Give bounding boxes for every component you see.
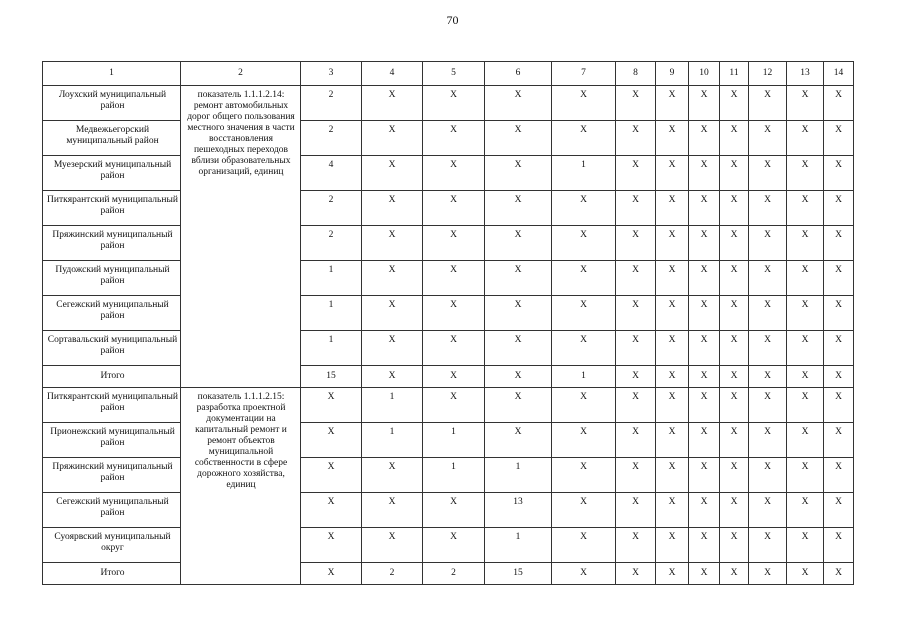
value-cell: Х <box>749 226 787 261</box>
value-cell: 4 <box>301 156 362 191</box>
value-cell: Х <box>552 121 616 156</box>
indicator-description: показатель 1.1.1.2.15: разработка проектной документации на капитальный ремонт и ремонт объектов муниципальной собственности в сфере дорожного хозяйства, единиц <box>181 388 301 585</box>
value-cell: 1 <box>362 423 423 458</box>
value-cell: Х <box>552 86 616 121</box>
value-cell: Х <box>423 86 485 121</box>
value-cell: Х <box>787 388 824 423</box>
value-cell: 2 <box>301 226 362 261</box>
total-value-cell: Х <box>656 366 689 388</box>
value-cell: Х <box>787 261 824 296</box>
value-cell: Х <box>720 528 749 563</box>
value-cell: Х <box>485 86 552 121</box>
value-cell: Х <box>616 388 656 423</box>
value-cell: Х <box>616 528 656 563</box>
value-cell: Х <box>485 296 552 331</box>
value-cell: Х <box>362 156 423 191</box>
column-header: 2 <box>181 62 301 86</box>
header-row <box>43 62 854 86</box>
column-header: 12 <box>749 62 787 86</box>
value-cell: Х <box>720 458 749 493</box>
value-cell: Х <box>689 528 720 563</box>
value-cell: Х <box>824 423 854 458</box>
value-cell: Х <box>616 458 656 493</box>
column-header: 5 <box>423 62 485 86</box>
value-cell: Х <box>362 86 423 121</box>
value-cell: Х <box>423 226 485 261</box>
value-cell: Х <box>749 388 787 423</box>
table-row <box>43 528 854 563</box>
value-cell: Х <box>552 493 616 528</box>
value-cell: 1 <box>301 296 362 331</box>
value-cell: Х <box>362 191 423 226</box>
value-cell: Х <box>824 226 854 261</box>
value-cell: Х <box>689 156 720 191</box>
column-header: 4 <box>362 62 423 86</box>
value-cell: Х <box>552 423 616 458</box>
value-cell: Х <box>362 296 423 331</box>
value-cell: Х <box>689 226 720 261</box>
value-cell: Х <box>616 423 656 458</box>
value-cell: Х <box>689 296 720 331</box>
value-cell: Х <box>720 423 749 458</box>
total-value-cell: Х <box>656 563 689 585</box>
value-cell: Х <box>720 226 749 261</box>
value-cell: Х <box>656 458 689 493</box>
value-cell: Х <box>656 331 689 366</box>
total-value-cell: Х <box>616 366 656 388</box>
value-cell: Х <box>787 423 824 458</box>
total-value-cell: Х <box>787 563 824 585</box>
value-cell: Х <box>689 388 720 423</box>
municipality-name: Сегежский муниципальный район <box>43 493 181 528</box>
value-cell: Х <box>720 388 749 423</box>
value-cell: Х <box>749 156 787 191</box>
column-header: 11 <box>720 62 749 86</box>
value-cell: Х <box>720 296 749 331</box>
municipality-name: Лоухский муниципальный район <box>43 86 181 121</box>
value-cell: Х <box>485 388 552 423</box>
value-cell: Х <box>824 191 854 226</box>
table-row <box>43 86 854 121</box>
total-value-cell: 15 <box>301 366 362 388</box>
value-cell: Х <box>656 296 689 331</box>
value-cell: Х <box>656 493 689 528</box>
total-value-cell: Х <box>749 366 787 388</box>
value-cell: Х <box>362 331 423 366</box>
value-cell: Х <box>720 331 749 366</box>
value-cell: Х <box>552 296 616 331</box>
column-header: 1 <box>43 62 181 86</box>
column-header: 6 <box>485 62 552 86</box>
value-cell: Х <box>616 226 656 261</box>
value-cell: Х <box>689 121 720 156</box>
municipality-name: Питкярантский муниципальный район <box>43 191 181 226</box>
value-cell: Х <box>616 191 656 226</box>
value-cell: Х <box>720 86 749 121</box>
total-value-cell: 15 <box>485 563 552 585</box>
table-row <box>43 156 854 191</box>
total-value-cell: Х <box>824 366 854 388</box>
value-cell: Х <box>787 528 824 563</box>
value-cell: Х <box>824 156 854 191</box>
value-cell: 1 <box>423 458 485 493</box>
indicator-description: показатель 1.1.1.2.14: ремонт автомобильных дорог общего пользования местного значения в части восстановления пешеходных переходов вблизи образовательных организаций, единиц <box>181 86 301 388</box>
value-cell: Х <box>552 261 616 296</box>
municipality-name: Питкярантский муниципальный район <box>43 388 181 423</box>
total-value-cell: 2 <box>362 563 423 585</box>
value-cell: Х <box>824 261 854 296</box>
value-cell: Х <box>824 388 854 423</box>
value-cell: Х <box>485 261 552 296</box>
value-cell: Х <box>423 388 485 423</box>
value-cell: Х <box>824 86 854 121</box>
value-cell: 2 <box>301 86 362 121</box>
value-cell: Х <box>720 493 749 528</box>
value-cell: Х <box>787 191 824 226</box>
value-cell: Х <box>749 458 787 493</box>
value-cell: Х <box>656 156 689 191</box>
municipality-name: Медвежьегорский муниципальный район <box>43 121 181 156</box>
value-cell: Х <box>616 493 656 528</box>
value-cell: Х <box>689 458 720 493</box>
total-row <box>43 366 854 388</box>
value-cell: Х <box>787 493 824 528</box>
total-value-cell: 1 <box>552 366 616 388</box>
total-value-cell: Х <box>689 366 720 388</box>
value-cell: Х <box>485 156 552 191</box>
municipality-name: Сегежский муниципальный район <box>43 296 181 331</box>
value-cell: Х <box>656 423 689 458</box>
municipality-name: Пряжинский муниципальный район <box>43 226 181 261</box>
value-cell: Х <box>485 423 552 458</box>
total-value-cell: Х <box>689 563 720 585</box>
value-cell: Х <box>301 493 362 528</box>
municipality-name: Сортавальский муниципальный район <box>43 331 181 366</box>
value-cell: Х <box>423 296 485 331</box>
value-cell: Х <box>749 296 787 331</box>
value-cell: Х <box>362 226 423 261</box>
value-cell: 1 <box>423 423 485 458</box>
value-cell: Х <box>656 86 689 121</box>
table-row <box>43 226 854 261</box>
value-cell: Х <box>749 493 787 528</box>
value-cell: Х <box>362 493 423 528</box>
value-cell: Х <box>749 528 787 563</box>
municipality-name: Суоярвский муниципальный округ <box>43 528 181 563</box>
value-cell: Х <box>656 121 689 156</box>
value-cell: Х <box>656 226 689 261</box>
value-cell: Х <box>656 261 689 296</box>
value-cell: Х <box>824 528 854 563</box>
value-cell: Х <box>720 261 749 296</box>
total-value-cell: Х <box>362 366 423 388</box>
value-cell: Х <box>824 493 854 528</box>
value-cell: Х <box>787 331 824 366</box>
value-cell: Х <box>749 331 787 366</box>
value-cell: 1 <box>362 388 423 423</box>
value-cell: Х <box>485 121 552 156</box>
value-cell: Х <box>720 191 749 226</box>
value-cell: Х <box>552 458 616 493</box>
total-value-cell: Х <box>787 366 824 388</box>
value-cell: Х <box>749 86 787 121</box>
total-value-cell: 2 <box>423 563 485 585</box>
value-cell: Х <box>362 261 423 296</box>
value-cell: Х <box>485 331 552 366</box>
value-cell: Х <box>423 261 485 296</box>
value-cell: Х <box>301 458 362 493</box>
table-row <box>43 388 854 423</box>
page-number: 70 <box>446 13 459 27</box>
value-cell: Х <box>824 296 854 331</box>
column-header: 10 <box>689 62 720 86</box>
value-cell: Х <box>689 191 720 226</box>
value-cell: Х <box>362 121 423 156</box>
table-row <box>43 261 854 296</box>
value-cell: Х <box>689 493 720 528</box>
total-value-cell: Х <box>616 563 656 585</box>
value-cell: Х <box>616 331 656 366</box>
municipality-name: Прионежский муниципальный район <box>43 423 181 458</box>
value-cell: Х <box>301 423 362 458</box>
total-value-cell: Х <box>720 563 749 585</box>
value-cell: Х <box>552 388 616 423</box>
total-value-cell: Х <box>749 563 787 585</box>
table-row <box>43 458 854 493</box>
value-cell: Х <box>824 458 854 493</box>
value-cell: Х <box>423 121 485 156</box>
value-cell: Х <box>656 388 689 423</box>
column-header: 14 <box>824 62 854 86</box>
total-value-cell: Х <box>720 366 749 388</box>
value-cell: Х <box>616 156 656 191</box>
value-cell: 1 <box>301 261 362 296</box>
value-cell: Х <box>552 226 616 261</box>
table-row <box>43 331 854 366</box>
value-cell: Х <box>749 423 787 458</box>
table-row <box>43 296 854 331</box>
value-cell: Х <box>362 458 423 493</box>
table-row <box>43 493 854 528</box>
value-cell: 1 <box>485 458 552 493</box>
value-cell: Х <box>749 121 787 156</box>
total-value-cell: Х <box>301 563 362 585</box>
value-cell: Х <box>689 331 720 366</box>
column-header: 13 <box>787 62 824 86</box>
value-cell: Х <box>787 121 824 156</box>
value-cell: Х <box>787 226 824 261</box>
value-cell: Х <box>720 121 749 156</box>
value-cell: Х <box>362 528 423 563</box>
total-value-cell: Х <box>552 563 616 585</box>
value-cell: Х <box>301 388 362 423</box>
value-cell: Х <box>301 528 362 563</box>
value-cell: Х <box>423 156 485 191</box>
value-cell: Х <box>787 296 824 331</box>
total-label: Итого <box>43 366 181 388</box>
data-table <box>42 61 854 585</box>
value-cell: 2 <box>301 191 362 226</box>
value-cell: Х <box>616 296 656 331</box>
value-cell: Х <box>616 121 656 156</box>
value-cell: Х <box>749 191 787 226</box>
value-cell: Х <box>787 86 824 121</box>
value-cell: Х <box>749 261 787 296</box>
value-cell: 13 <box>485 493 552 528</box>
value-cell: Х <box>787 156 824 191</box>
table-row <box>43 191 854 226</box>
total-row <box>43 563 854 585</box>
value-cell: Х <box>689 86 720 121</box>
value-cell: Х <box>423 191 485 226</box>
value-cell: 1 <box>301 331 362 366</box>
value-cell: 1 <box>485 528 552 563</box>
value-cell: Х <box>720 156 749 191</box>
value-cell: Х <box>616 261 656 296</box>
value-cell: Х <box>552 528 616 563</box>
value-cell: Х <box>656 528 689 563</box>
table-row <box>43 121 854 156</box>
table-row <box>43 423 854 458</box>
column-header: 3 <box>301 62 362 86</box>
value-cell: Х <box>616 86 656 121</box>
value-cell: Х <box>689 423 720 458</box>
municipality-name: Пудожский муниципальный район <box>43 261 181 296</box>
municipality-name: Пряжинский муниципальный район <box>43 458 181 493</box>
municipality-name: Муезерский муниципальный район <box>43 156 181 191</box>
column-header: 9 <box>656 62 689 86</box>
value-cell: Х <box>552 191 616 226</box>
value-cell: Х <box>824 331 854 366</box>
value-cell: 1 <box>552 156 616 191</box>
value-cell: 2 <box>301 121 362 156</box>
total-label: Итого <box>43 563 181 585</box>
value-cell: Х <box>787 458 824 493</box>
value-cell: Х <box>485 226 552 261</box>
total-value-cell: Х <box>423 366 485 388</box>
value-cell: Х <box>423 493 485 528</box>
column-header: 7 <box>552 62 616 86</box>
total-value-cell: Х <box>824 563 854 585</box>
value-cell: Х <box>689 261 720 296</box>
column-header: 8 <box>616 62 656 86</box>
value-cell: Х <box>423 331 485 366</box>
total-value-cell: Х <box>485 366 552 388</box>
value-cell: Х <box>423 528 485 563</box>
value-cell: Х <box>656 191 689 226</box>
value-cell: Х <box>552 331 616 366</box>
value-cell: Х <box>824 121 854 156</box>
value-cell: Х <box>485 191 552 226</box>
